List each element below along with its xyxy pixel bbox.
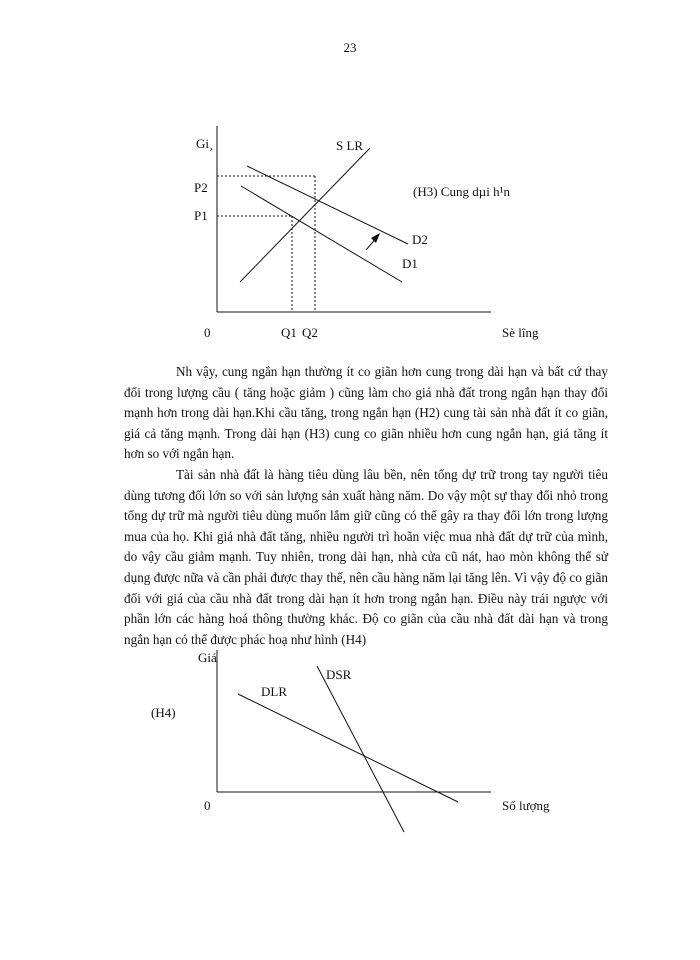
h3-q1-label: Q1 [281, 325, 297, 340]
h4-dlr-label: DLR [261, 684, 287, 699]
h3-y-axis-label: Gi¸ [196, 136, 214, 151]
h4-dsr-line [317, 666, 404, 832]
h3-q2-label: Q2 [302, 325, 318, 340]
h4-caption: (H4) [151, 705, 176, 720]
h4-origin-label: 0 [204, 798, 211, 813]
h3-x-axis-label: Sè lîng [502, 325, 539, 340]
h3-d1-line [241, 186, 402, 282]
h3-shift-arrow-head [371, 233, 380, 243]
h4-x-axis-label: Số lượng [502, 798, 550, 813]
body-text [124, 362, 608, 650]
h3-d2-label: D2 [412, 232, 428, 247]
h3-slr-line [240, 148, 370, 282]
h3-p1-label: P1 [194, 208, 208, 223]
h3-slr-label: S LR [336, 138, 364, 153]
h3-origin-label: 0 [204, 325, 211, 340]
figure-h4 [217, 650, 491, 832]
h3-p2-label: P2 [194, 180, 208, 195]
h4-dlr-line [238, 694, 458, 802]
paragraph-2: Tài sản nhà đất là hàng tiêu dùng lâu bền, nên tổng dự trữ trong tay người tiêu dùng tương đối lớn so với sản lượng sản xuất hàng năm. Do vậy một sự thay đổi nhỏ trong tổng dự trữ mà người tiêu dùng muốn lắm giữ cũng có thể gây ra thay đổi lớn trong lượng mua của họ. Khi giá nhà đất tăng, nhiều người trì hoãn việc mua nhà đất dự trữ của mình, do vậy cầu giảm mạnh. Tuy nhiên, trong dài hạn, nhà cửa cũ nát, hao mòn không thể sử dụng được nữa và cần phải được thay thế, nên cầu hàng năm lại tăng lên. Vì vậy độ co giãn đối với giá của cầu nhà đất trong dài hạn ít hơn trong ngắn hạn. Điều này trái ngược với phần lớn các hàng hoá thông thường khác. Độ co giãn của cầu nhà đất dài hạn và trong ngắn hạn có thể được phác hoạ như hình (H4) [124, 466, 608, 647]
h3-caption: (H3) Cung dµi h¹n [413, 184, 510, 199]
h3-d2-line [247, 166, 408, 244]
h4-dsr-label: DSR [326, 667, 352, 682]
paragraph-1: Nh vậy, cung ngắn hạn thường ít co giãn hơn cung trong dài hạn và bất cứ thay đổi trong lượng cầu ( tăng hoặc giảm ) cũng làm cho giá nhà đất trong ngắn hạn thay đổi mạnh hơn trong dài hạn.Khi cầu tăng, trong ngắn hạn (H2) cung tài sản nhà đất ít co giãn, giá cả tăng mạnh. Trong dài hạn (H3) cung co giãn nhiều hơn cung ngắn hạn, giá tăng ít hơn so với ngắn hạn. [124, 364, 608, 462]
page-number: 23 [343, 40, 357, 55]
figure-h3 [217, 126, 491, 312]
h3-d1-label: D1 [402, 256, 418, 271]
h4-y-axis-label: Giá [198, 650, 217, 665]
